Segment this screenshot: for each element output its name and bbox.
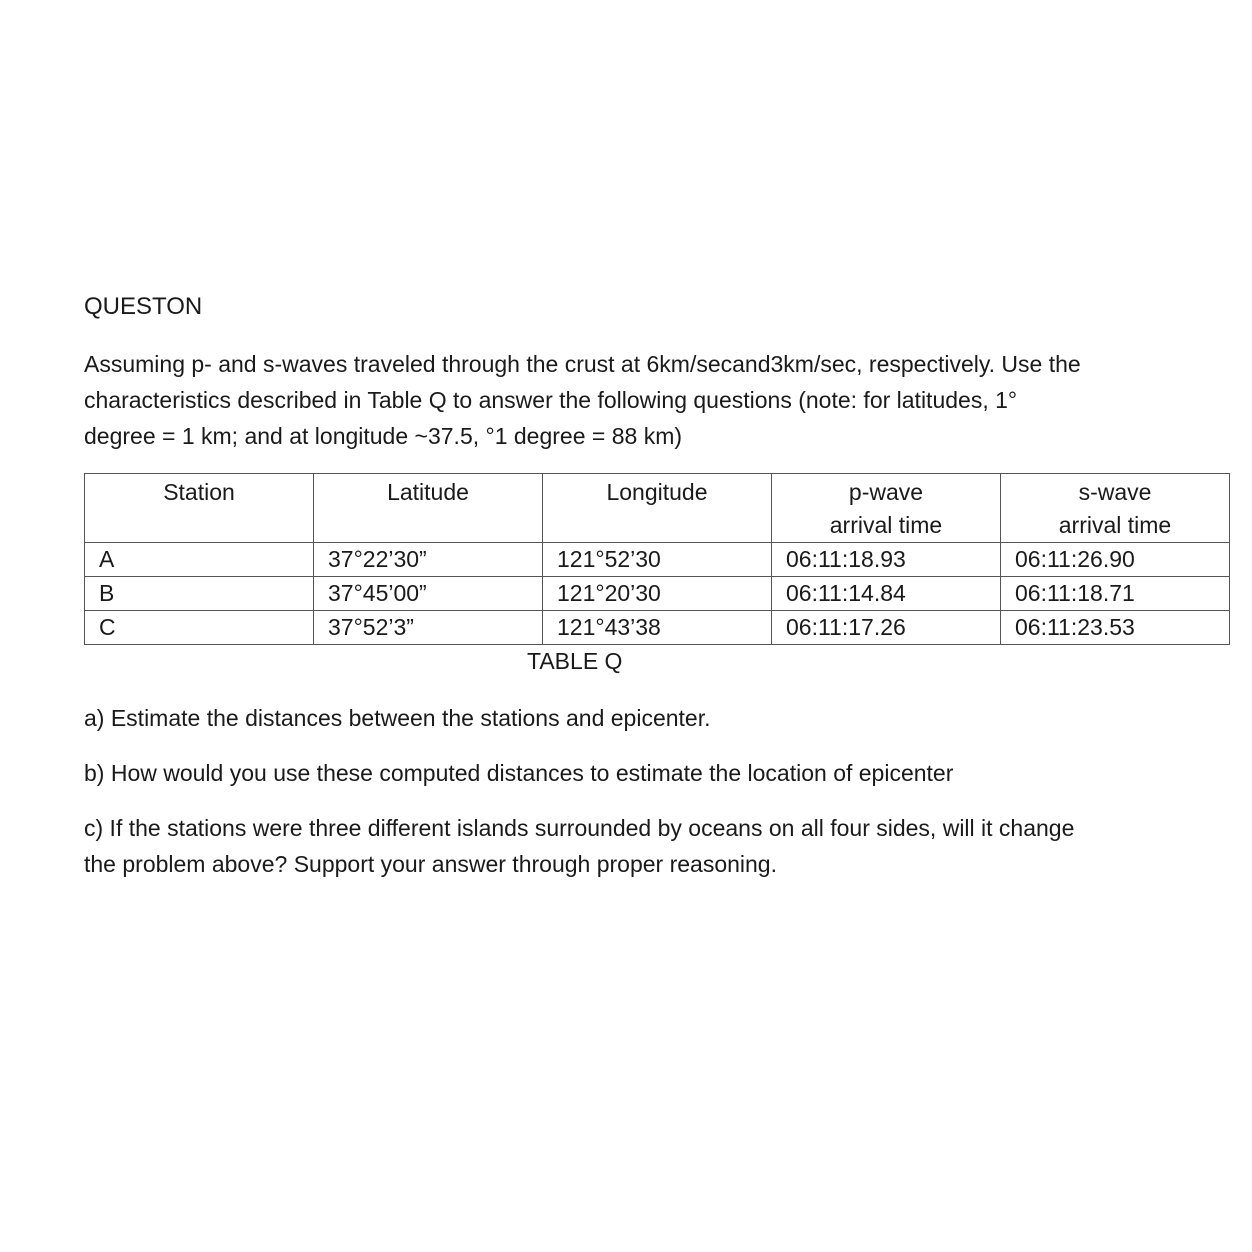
cell-latitude: 37°45’00”	[314, 577, 543, 611]
cell-swave: 06:11:23.53	[1001, 611, 1230, 645]
cell-pwave: 06:11:14.84	[772, 577, 1001, 611]
table-row	[85, 543, 1230, 577]
header-longitude: Longitude	[543, 474, 772, 543]
header-pwave-line1: p-wave	[848, 479, 924, 505]
table-header-row	[85, 474, 1230, 543]
table-row	[85, 611, 1230, 645]
cell-longitude: 121°43’38	[543, 611, 772, 645]
cell-station: C	[85, 611, 314, 645]
header-swave-line2: arrival time	[1058, 512, 1172, 538]
cell-station: B	[85, 577, 314, 611]
cell-swave: 06:11:18.71	[1001, 577, 1230, 611]
intro-line-2: characteristics described in Table Q to answer the following questions (note: for latitudes, 1°	[84, 387, 1018, 413]
cell-latitude: 37°52’3”	[314, 611, 543, 645]
cell-longitude: 121°20’30	[543, 577, 772, 611]
cell-pwave: 06:11:18.93	[772, 543, 1001, 577]
intro-line-1: Assuming p- and s-waves traveled through the crust at 6km/secand3km/sec, respectively. Use the	[84, 351, 1081, 377]
header-station: Station	[85, 474, 314, 543]
cell-latitude: 37°22’30”	[314, 543, 543, 577]
cell-longitude: 121°52’30	[543, 543, 772, 577]
header-pwave	[772, 474, 1001, 543]
header-latitude: Latitude	[314, 474, 543, 543]
cell-station: A	[85, 543, 314, 577]
intro-line-3: degree = 1 km; and at longitude ~37.5, °1 degree = 88 km)	[84, 423, 683, 449]
cell-pwave: 06:11:17.26	[772, 611, 1001, 645]
table-row	[85, 577, 1230, 611]
table-caption: TABLE Q	[527, 648, 623, 674]
table-q	[84, 473, 1230, 645]
question-a: a) Estimate the distances between the stations and epicenter.	[84, 705, 711, 731]
header-swave-line1: s-wave	[1078, 479, 1152, 505]
question-b: b) How would you use these computed distances to estimate the location of epicenter	[84, 760, 954, 786]
intro-paragraph	[84, 346, 1234, 454]
header-pwave-line2: arrival time	[829, 512, 943, 538]
cell-swave: 06:11:26.90	[1001, 543, 1230, 577]
question-c-line-1: c) If the stations were three different islands surrounded by oceans on all four sides, will it change	[84, 815, 1075, 841]
header-swave	[1001, 474, 1230, 543]
question-heading: QUESTON	[84, 293, 203, 320]
question-c	[84, 810, 1074, 882]
question-c-line-2: the problem above? Support your answer through proper reasoning.	[84, 851, 777, 877]
